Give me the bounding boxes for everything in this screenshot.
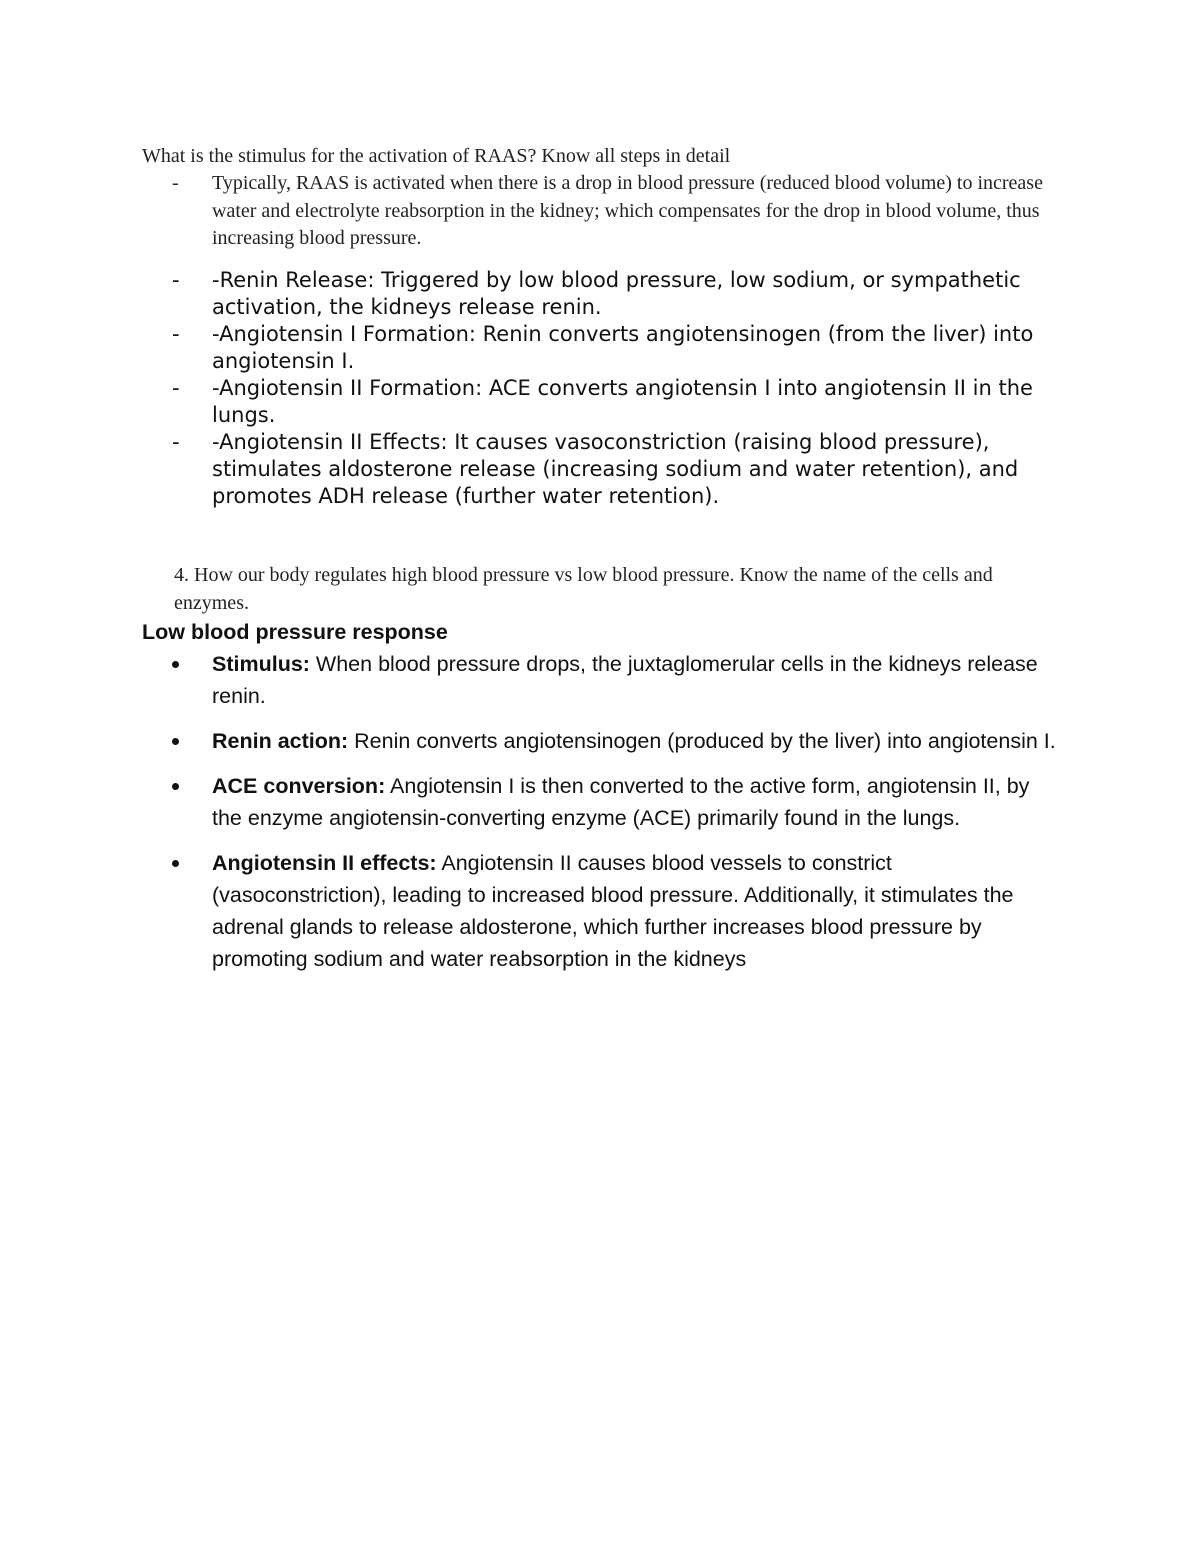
list-item [142,267,1062,321]
list-item-text: -Angiotensin I Formation: Renin converts angiotensinogen (from the liver) into angiotensin I. [212,322,1034,373]
bullet-label: ACE conversion: [212,774,386,798]
list-item [142,725,1062,757]
question-1: What is the stimulus for the activation of RAAS? Know all steps in detail [142,145,731,167]
dash-marker: - [172,430,180,454]
list-item [142,375,1062,429]
list-item-text: Typically, RAAS is activated when there is a drop in blood pressure (reduced blood volume) to increase water and electrolyte reabsorption in the kidney; which compensates for the drop in blood volume, thus increasing blood pressure. [212,172,1043,249]
bullet-text: When blood pressure drops, the juxtaglomerular cells in the kidneys release renin. [212,652,1038,708]
list-item-text: -Renin Release: Triggered by low blood pressure, low sodium, or sympathetic activation, the kidneys release renin. [212,268,1021,319]
bullet-text: Renin converts angiotensinogen (produced by the liver) into angiotensin I. [348,729,1056,753]
list-item [142,170,1062,253]
list-item [142,321,1062,375]
dash-marker: - [172,322,180,346]
bullet-list-low-bp [142,648,1062,988]
list-item [142,847,1062,975]
bullet-label: Stimulus: [212,652,310,676]
dash-marker: - [172,172,179,194]
dash-list-steps [142,267,1062,510]
bullet-label: Renin action: [212,729,349,753]
bullet-dot-icon [172,860,179,867]
list-item [142,429,1062,510]
question-4: 4. How our body regulates high blood pressure vs low blood pressure. Know the name of the cells and enzymes. [174,564,993,614]
dash-marker: - [172,376,180,400]
list-item [142,770,1062,834]
bullet-text: Angiotensin I is then converted to the active form, angiotensin II, by the enzyme angiotensin-converting enzyme (ACE) primarily found in the lungs. [212,774,1030,830]
list-item-text: -Angiotensin II Effects: It causes vasoconstriction (raising blood pressure), stimulates aldosterone release (increasing sodium and water retention), and promotes ADH release (further water retention). [212,430,1019,508]
list-item [142,648,1062,712]
dash-marker: - [172,268,180,292]
bullet-text: Angiotensin II causes blood vessels to constrict (vasoconstriction), leading to increased blood pressure. Additionally, it stimulates the adrenal glands to release aldosterone, which further increases blood pressure by promoting sodium and water reabsorption in the kidneys [212,851,1014,971]
bullet-label: Angiotensin II effects: [212,851,437,875]
list-item-text: -Angiotensin II Formation: ACE converts angiotensin I into angiotensin II in the lungs. [212,376,1033,427]
bullet-dot-icon [172,738,179,745]
bullet-dot-icon [172,783,179,790]
dash-list-typical [142,170,1062,253]
section-heading: Low blood pressure response [142,620,448,644]
bullet-dot-icon [172,661,179,668]
